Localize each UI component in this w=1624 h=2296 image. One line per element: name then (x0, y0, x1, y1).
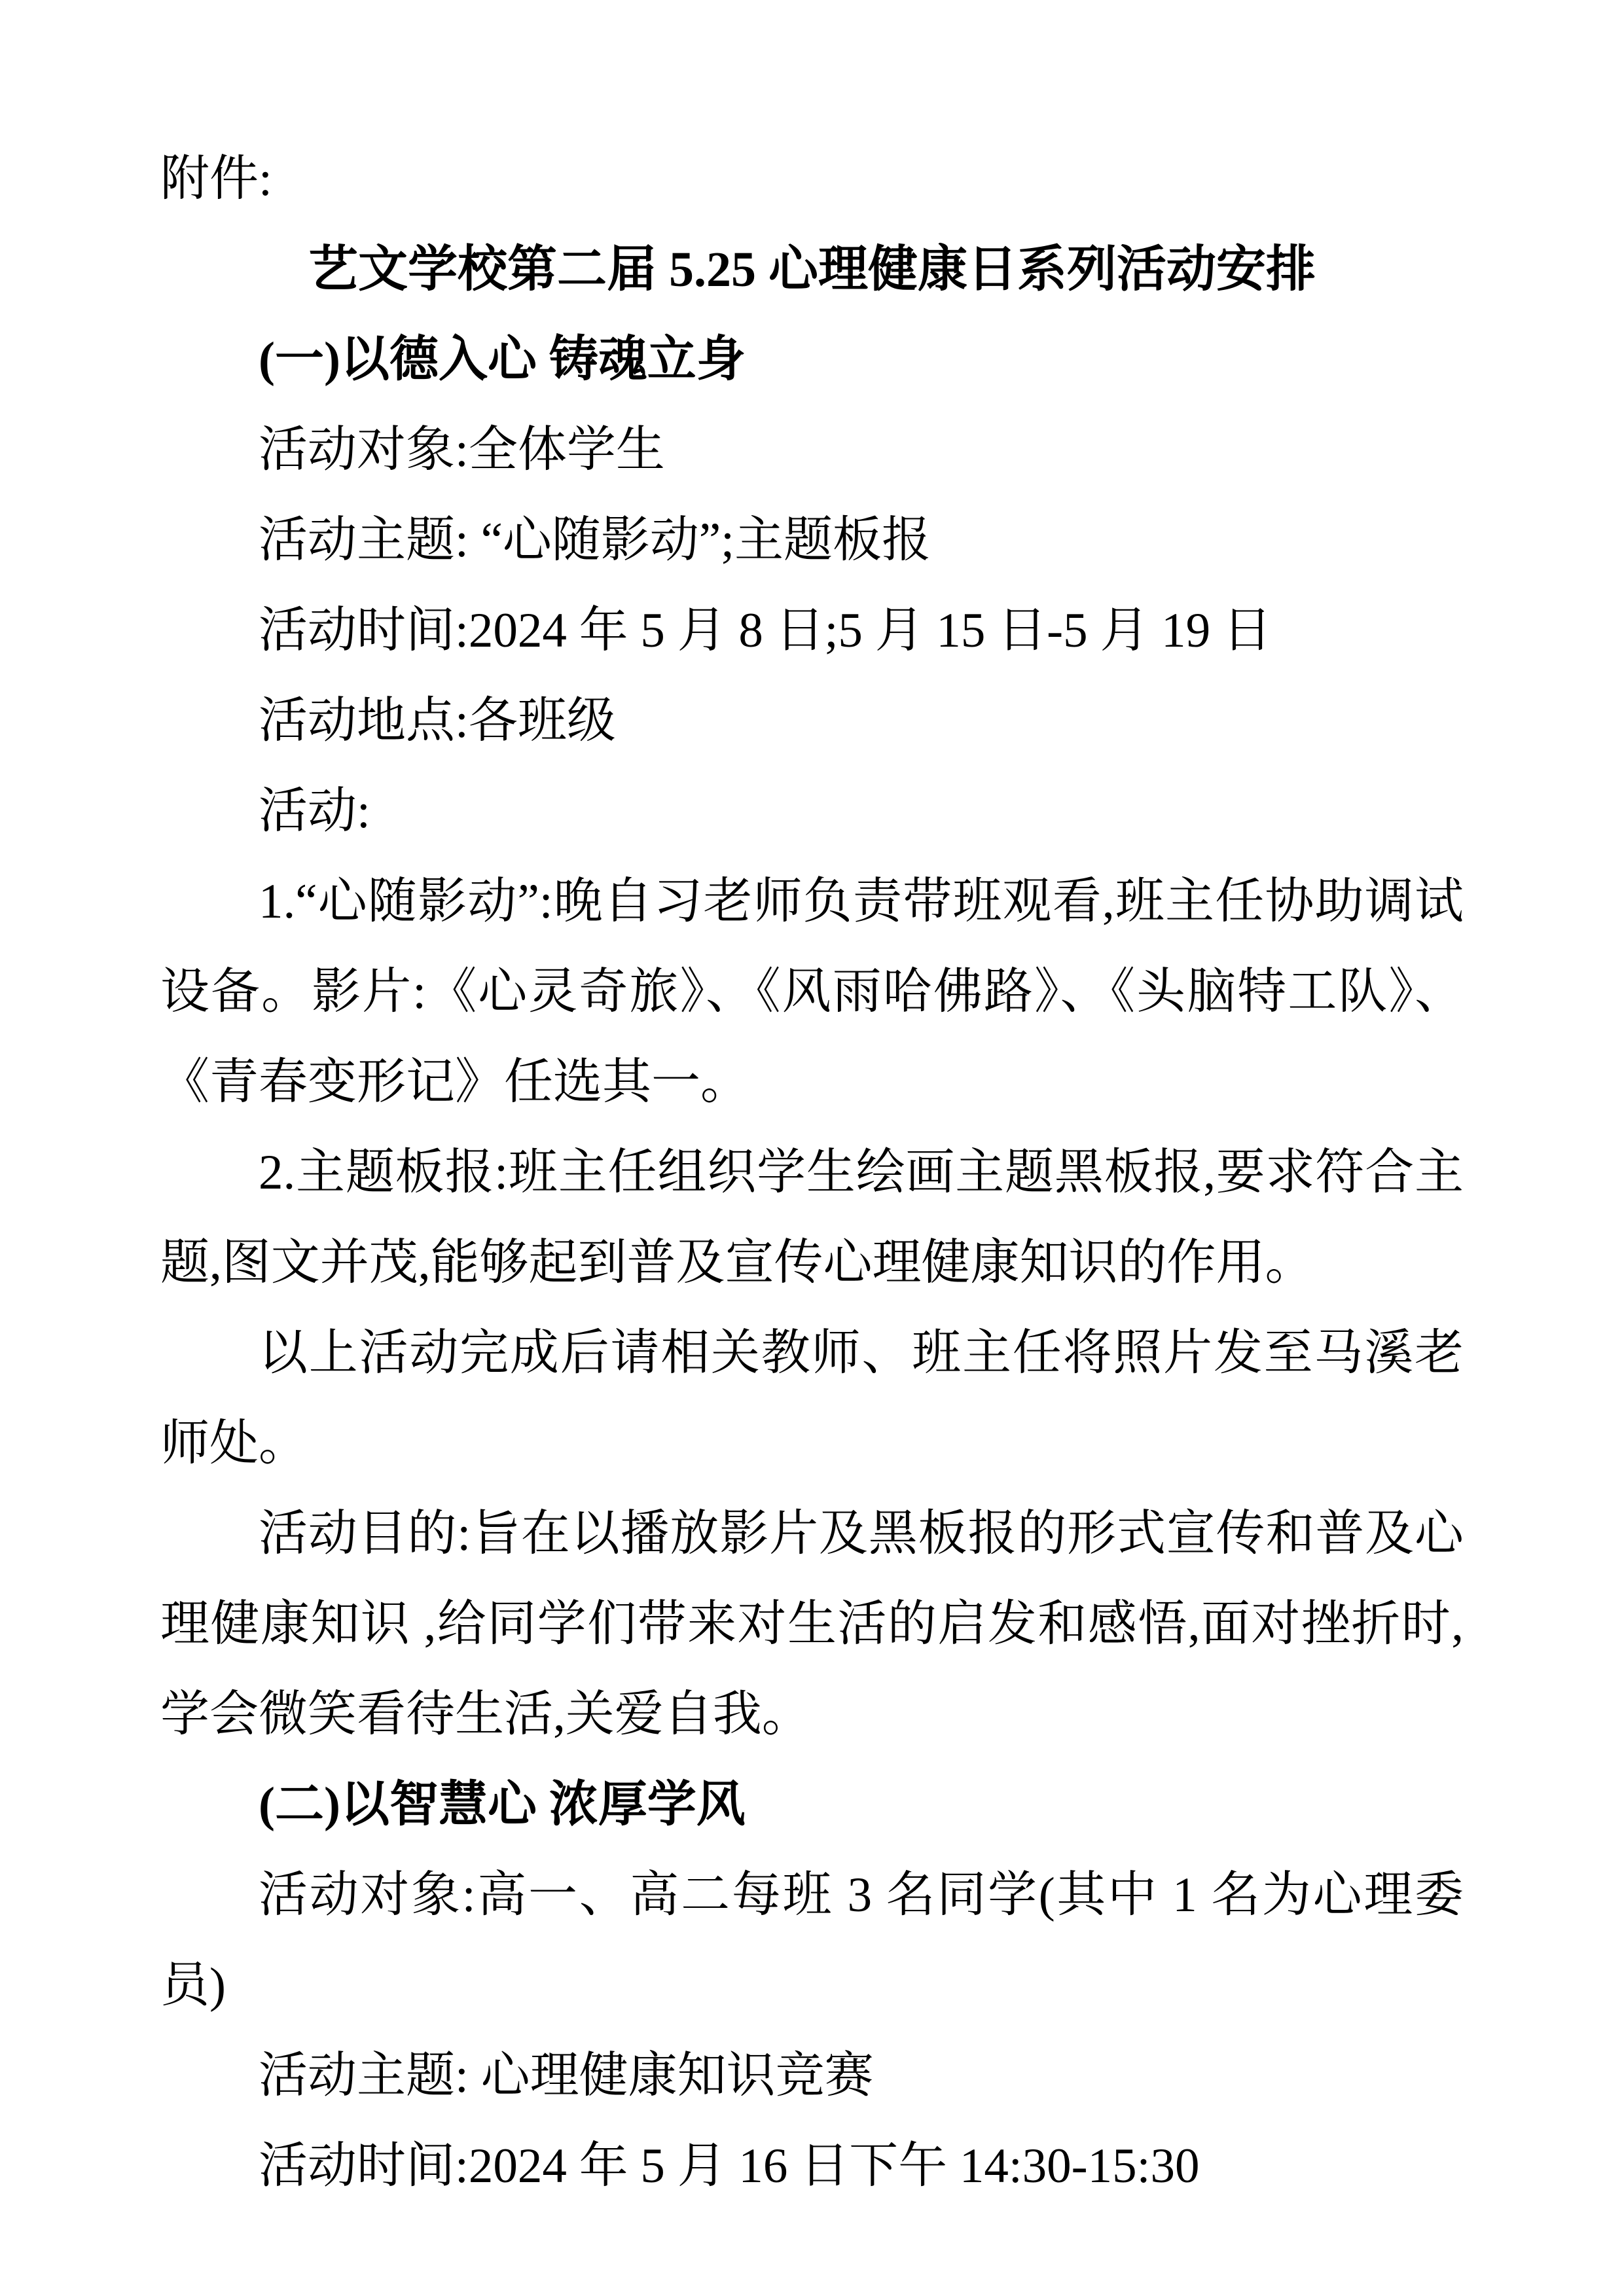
section-2 (160, 1760, 1464, 2212)
para-photo-note: 以上活动完成后请相关教师、班主任将照片发至马溪老师处。 (160, 1326, 1464, 1471)
para-activity-item-2: 2.主题板报:班主任组织学生绘画主题黑板报,要求符合主题,图文并茂,能够起到普及宣传心理健康知识的作用。 (160, 1145, 1464, 1290)
para-activity-theme-2: 活动主题: 心理健康知识竞赛 (259, 2049, 874, 2103)
para-activity-purpose: 活动目的:旨在以播放影片及黑板报的形式宣传和普及心理健康知识 ,给同学们带来对生活的启发和感悟,面对挫折时,学会微笑看待生活,关爱自我。 (160, 1507, 1464, 1742)
page-title: 艺文学校第二届 5.25 心理健康日系列活动安排 (308, 242, 1316, 297)
section-1 (160, 315, 1464, 1760)
para-activity-target: 活动对象:全体学生 (259, 423, 665, 477)
para-activity-theme: 活动主题: “心随影动”;主题板报 (259, 513, 931, 567)
para-activities-label: 活动: (259, 784, 370, 838)
para-activity-item-1: 1.“心随影动”:晚自习老师负责带班观看,班主任协助调试设备。影片:《心灵奇旅》、《风雨哈佛路》、《头脑特工队》、《青春变形记》任选其一。 (160, 874, 1464, 1109)
para-activity-time-2: 活动时间:2024 年 5 月 16 日下午 14:30-15:30 (259, 2139, 1200, 2193)
para-activity-location: 活动地点:各班级 (259, 694, 616, 748)
section-2-heading: (二)以智慧心 浓厚学风 (259, 1778, 746, 1832)
section-1-heading: (一)以德入心 铸魂立身 (259, 332, 746, 387)
para-activity-time: 活动时间:2024 年 5 月 8 日;5 月 15 日-5 月 19 日 (259, 603, 1272, 658)
attachment-label: 附件: (160, 152, 272, 206)
para-activity-target-2: 活动对象:高一、高二每班 3 名同学(其中 1 名为心理委员) (160, 1868, 1464, 2013)
